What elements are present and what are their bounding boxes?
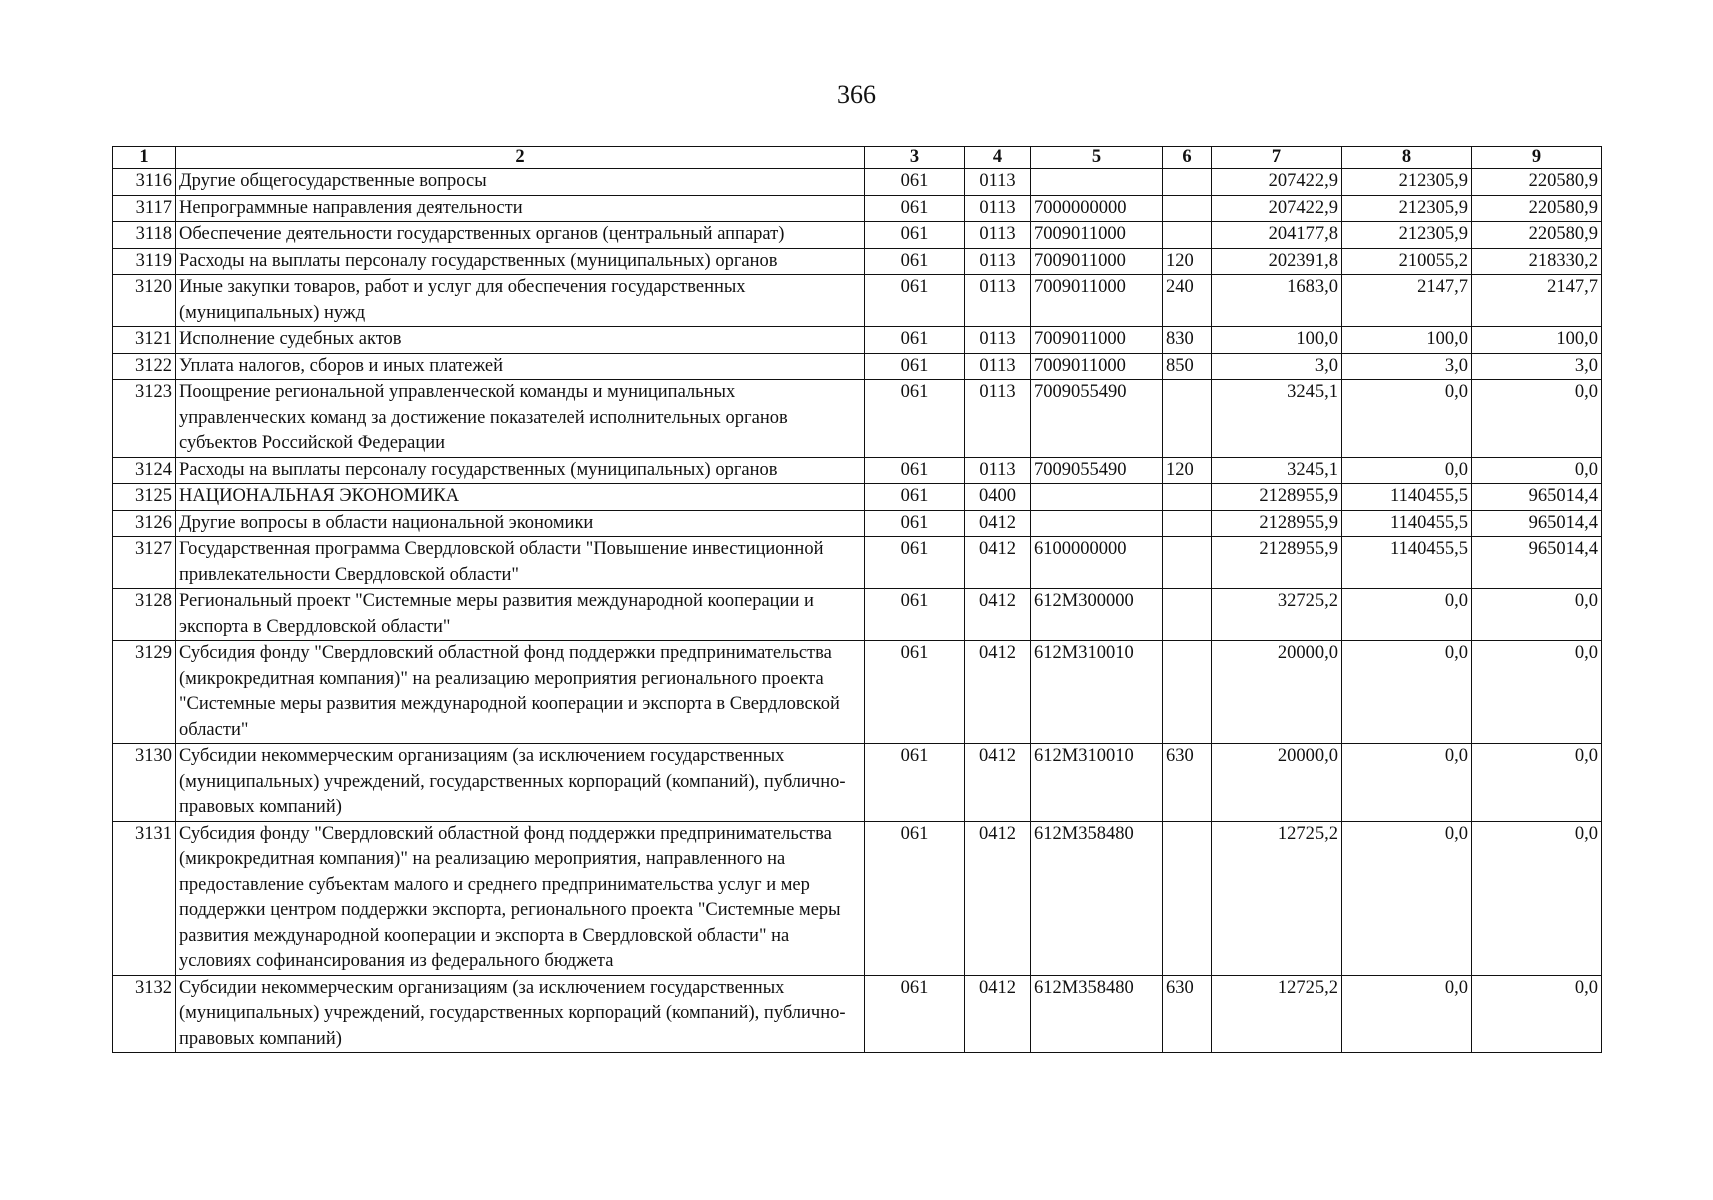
column-9-cell: 0,0 <box>1472 641 1602 744</box>
column-9-cell: 218330,2 <box>1472 248 1602 275</box>
column-7-cell: 2128955,9 <box>1212 510 1342 537</box>
column-7-cell: 207422,9 <box>1212 195 1342 222</box>
column-5-cell: 7009011000 <box>1031 327 1163 354</box>
table-row <box>113 353 1602 380</box>
table-row <box>113 537 1602 589</box>
column-7-cell: 20000,0 <box>1212 641 1342 744</box>
column-8-cell: 212305,9 <box>1342 169 1472 196</box>
table-row <box>113 195 1602 222</box>
column-4-cell: 0113 <box>965 353 1031 380</box>
row-name-cell: Государственная программа Свердловской области "Повышение инвестиционной привлекательности Свердловской области" <box>176 537 865 589</box>
column-header: 3 <box>865 147 965 169</box>
column-9-cell: 0,0 <box>1472 821 1602 975</box>
column-6-cell: 120 <box>1163 248 1212 275</box>
column-8-cell: 3,0 <box>1342 353 1472 380</box>
column-9-cell: 2147,7 <box>1472 275 1602 327</box>
column-6-cell: 630 <box>1163 744 1212 822</box>
column-4-cell: 0412 <box>965 641 1031 744</box>
table-row <box>113 457 1602 484</box>
column-8-cell: 212305,9 <box>1342 222 1472 249</box>
column-header: 4 <box>965 147 1031 169</box>
row-number-cell: 3130 <box>113 744 176 822</box>
row-number-cell: 3120 <box>113 275 176 327</box>
column-header: 6 <box>1163 147 1212 169</box>
column-9-cell: 965014,4 <box>1472 484 1602 511</box>
table-row <box>113 327 1602 354</box>
column-7-cell: 20000,0 <box>1212 744 1342 822</box>
column-4-cell: 0412 <box>965 537 1031 589</box>
row-number-cell: 3126 <box>113 510 176 537</box>
column-8-cell: 100,0 <box>1342 327 1472 354</box>
row-name-cell: НАЦИОНАЛЬНАЯ ЭКОНОМИКА <box>176 484 865 511</box>
column-4-cell: 0412 <box>965 589 1031 641</box>
row-number-cell: 3121 <box>113 327 176 354</box>
column-5-cell: 7009055490 <box>1031 457 1163 484</box>
column-6-cell <box>1163 821 1212 975</box>
row-number-cell: 3117 <box>113 195 176 222</box>
row-name-cell: Субсидия фонду "Свердловский областной фонд поддержки предпринимательства (микрокредитная компания)" на реализацию мероприятия, направленного на предоставление субъектам малого и среднего предпринимательства услуг и мер поддержки центром поддержки экспорта, регионального проекта "Системные меры развития международной кооперации и экспорта в Свердловской области" на условиях софинансирования из федерального бюджета <box>176 821 865 975</box>
column-7-cell: 100,0 <box>1212 327 1342 354</box>
column-9-cell: 220580,9 <box>1472 195 1602 222</box>
column-8-cell: 0,0 <box>1342 821 1472 975</box>
column-9-cell: 0,0 <box>1472 975 1602 1053</box>
column-5-cell <box>1031 169 1163 196</box>
column-3-cell: 061 <box>865 510 965 537</box>
column-5-cell: 7009055490 <box>1031 380 1163 458</box>
row-name-cell: Исполнение судебных актов <box>176 327 865 354</box>
column-4-cell: 0412 <box>965 744 1031 822</box>
table-row <box>113 222 1602 249</box>
column-3-cell: 061 <box>865 222 965 249</box>
row-name-cell: Обеспечение деятельности государственных органов (центральный аппарат) <box>176 222 865 249</box>
table-row <box>113 821 1602 975</box>
row-number-cell: 3122 <box>113 353 176 380</box>
column-8-cell: 0,0 <box>1342 457 1472 484</box>
column-5-cell: 7000000000 <box>1031 195 1163 222</box>
column-9-cell: 3,0 <box>1472 353 1602 380</box>
column-6-cell: 830 <box>1163 327 1212 354</box>
column-8-cell: 212305,9 <box>1342 195 1472 222</box>
column-3-cell: 061 <box>865 353 965 380</box>
column-6-cell <box>1163 169 1212 196</box>
column-9-cell: 100,0 <box>1472 327 1602 354</box>
column-3-cell: 061 <box>865 195 965 222</box>
column-3-cell: 061 <box>865 589 965 641</box>
column-3-cell: 061 <box>865 169 965 196</box>
column-4-cell: 0113 <box>965 195 1031 222</box>
column-8-cell: 0,0 <box>1342 641 1472 744</box>
column-7-cell: 12725,2 <box>1212 975 1342 1053</box>
column-3-cell: 061 <box>865 275 965 327</box>
column-9-cell: 220580,9 <box>1472 222 1602 249</box>
column-9-cell: 0,0 <box>1472 457 1602 484</box>
column-header: 9 <box>1472 147 1602 169</box>
column-3-cell: 061 <box>865 641 965 744</box>
column-9-cell: 0,0 <box>1472 380 1602 458</box>
column-header: 5 <box>1031 147 1163 169</box>
column-8-cell: 210055,2 <box>1342 248 1472 275</box>
row-number-cell: 3132 <box>113 975 176 1053</box>
column-6-cell <box>1163 537 1212 589</box>
column-6-cell <box>1163 641 1212 744</box>
column-8-cell: 2147,7 <box>1342 275 1472 327</box>
column-7-cell: 3245,1 <box>1212 457 1342 484</box>
column-4-cell: 0412 <box>965 821 1031 975</box>
column-6-cell <box>1163 589 1212 641</box>
page-number: 366 <box>837 80 876 109</box>
row-name-cell: Субсидии некоммерческим организациям (за исключением государственных (муниципальных) учреждений, государственных корпораций (компаний), публично-правовых компаний) <box>176 744 865 822</box>
column-6-cell: 120 <box>1163 457 1212 484</box>
column-8-cell: 1140455,5 <box>1342 484 1472 511</box>
table-row <box>113 248 1602 275</box>
table-row <box>113 510 1602 537</box>
column-4-cell: 0113 <box>965 327 1031 354</box>
column-4-cell: 0113 <box>965 248 1031 275</box>
column-6-cell <box>1163 484 1212 511</box>
column-3-cell: 061 <box>865 537 965 589</box>
column-8-cell: 0,0 <box>1342 380 1472 458</box>
column-3-cell: 061 <box>865 484 965 511</box>
column-9-cell: 965014,4 <box>1472 537 1602 589</box>
column-7-cell: 202391,8 <box>1212 248 1342 275</box>
column-header: 8 <box>1342 147 1472 169</box>
column-5-cell: 6100000000 <box>1031 537 1163 589</box>
column-9-cell: 965014,4 <box>1472 510 1602 537</box>
row-number-cell: 3119 <box>113 248 176 275</box>
row-name-cell: Расходы на выплаты персоналу государственных (муниципальных) органов <box>176 457 865 484</box>
row-name-cell: Субсидия фонду "Свердловский областной фонд поддержки предпринимательства (микрокредитная компания)" на реализацию мероприятия регионального проекта "Системные меры развития международной кооперации и экспорта в Свердловской области" <box>176 641 865 744</box>
row-name-cell: Непрограммные направления деятельности <box>176 195 865 222</box>
column-header: 7 <box>1212 147 1342 169</box>
budget-table <box>112 146 1602 1053</box>
row-name-cell: Расходы на выплаты персоналу государственных (муниципальных) органов <box>176 248 865 275</box>
column-8-cell: 1140455,5 <box>1342 537 1472 589</box>
column-7-cell: 3245,1 <box>1212 380 1342 458</box>
column-8-cell: 0,0 <box>1342 975 1472 1053</box>
table-row <box>113 975 1602 1053</box>
column-8-cell: 1140455,5 <box>1342 510 1472 537</box>
column-6-cell <box>1163 510 1212 537</box>
column-5-cell: 612M358480 <box>1031 821 1163 975</box>
column-7-cell: 207422,9 <box>1212 169 1342 196</box>
column-3-cell: 061 <box>865 821 965 975</box>
column-7-cell: 32725,2 <box>1212 589 1342 641</box>
row-number-cell: 3118 <box>113 222 176 249</box>
column-5-cell: 7009011000 <box>1031 248 1163 275</box>
column-7-cell: 2128955,9 <box>1212 537 1342 589</box>
column-8-cell: 0,0 <box>1342 744 1472 822</box>
column-4-cell: 0113 <box>965 275 1031 327</box>
row-name-cell: Поощрение региональной управленческой команды и муниципальных управленческих команд за достижение показателей исполнительных органов субъектов Российской Федерации <box>176 380 865 458</box>
column-3-cell: 061 <box>865 327 965 354</box>
row-number-cell: 3116 <box>113 169 176 196</box>
column-5-cell <box>1031 510 1163 537</box>
column-6-cell: 240 <box>1163 275 1212 327</box>
table-header-row <box>113 147 1602 169</box>
column-6-cell <box>1163 195 1212 222</box>
column-4-cell: 0412 <box>965 510 1031 537</box>
row-number-cell: 3124 <box>113 457 176 484</box>
column-4-cell: 0412 <box>965 975 1031 1053</box>
table-body <box>113 169 1602 1053</box>
column-5-cell <box>1031 484 1163 511</box>
table-row <box>113 169 1602 196</box>
column-4-cell: 0113 <box>965 457 1031 484</box>
row-name-cell: Иные закупки товаров, работ и услуг для обеспечения государственных (муниципальных) нужд <box>176 275 865 327</box>
table-row <box>113 641 1602 744</box>
row-name-cell: Региональный проект "Системные меры развития международной кооперации и экспорта в Свердловской области" <box>176 589 865 641</box>
column-4-cell: 0113 <box>965 169 1031 196</box>
column-9-cell: 0,0 <box>1472 744 1602 822</box>
column-5-cell: 7009011000 <box>1031 275 1163 327</box>
column-4-cell: 0113 <box>965 380 1031 458</box>
column-3-cell: 061 <box>865 380 965 458</box>
column-3-cell: 061 <box>865 975 965 1053</box>
table-row <box>113 275 1602 327</box>
row-number-cell: 3123 <box>113 380 176 458</box>
row-name-cell: Уплата налогов, сборов и иных платежей <box>176 353 865 380</box>
column-3-cell: 061 <box>865 248 965 275</box>
column-4-cell: 0113 <box>965 222 1031 249</box>
column-5-cell: 612M300000 <box>1031 589 1163 641</box>
table-row <box>113 589 1602 641</box>
column-4-cell: 0400 <box>965 484 1031 511</box>
column-3-cell: 061 <box>865 744 965 822</box>
column-9-cell: 220580,9 <box>1472 169 1602 196</box>
column-6-cell <box>1163 222 1212 249</box>
column-5-cell: 7009011000 <box>1031 353 1163 380</box>
column-3-cell: 061 <box>865 457 965 484</box>
column-5-cell: 7009011000 <box>1031 222 1163 249</box>
row-name-cell: Субсидии некоммерческим организациям (за исключением государственных (муниципальных) учреждений, государственных корпораций (компаний), публично-правовых компаний) <box>176 975 865 1053</box>
column-5-cell: 612M310010 <box>1031 641 1163 744</box>
column-7-cell: 204177,8 <box>1212 222 1342 249</box>
column-5-cell: 612M310010 <box>1031 744 1163 822</box>
row-number-cell: 3128 <box>113 589 176 641</box>
column-6-cell: 630 <box>1163 975 1212 1053</box>
row-name-cell: Другие вопросы в области национальной экономики <box>176 510 865 537</box>
table-row <box>113 380 1602 458</box>
row-number-cell: 3131 <box>113 821 176 975</box>
row-number-cell: 3127 <box>113 537 176 589</box>
column-6-cell: 850 <box>1163 353 1212 380</box>
row-name-cell: Другие общегосударственные вопросы <box>176 169 865 196</box>
column-header: 2 <box>176 147 865 169</box>
table-row <box>113 484 1602 511</box>
row-number-cell: 3125 <box>113 484 176 511</box>
column-6-cell <box>1163 380 1212 458</box>
column-7-cell: 1683,0 <box>1212 275 1342 327</box>
row-number-cell: 3129 <box>113 641 176 744</box>
column-9-cell: 0,0 <box>1472 589 1602 641</box>
column-7-cell: 12725,2 <box>1212 821 1342 975</box>
column-7-cell: 2128955,9 <box>1212 484 1342 511</box>
column-7-cell: 3,0 <box>1212 353 1342 380</box>
column-5-cell: 612M358480 <box>1031 975 1163 1053</box>
table-row <box>113 744 1602 822</box>
column-header: 1 <box>113 147 176 169</box>
column-8-cell: 0,0 <box>1342 589 1472 641</box>
